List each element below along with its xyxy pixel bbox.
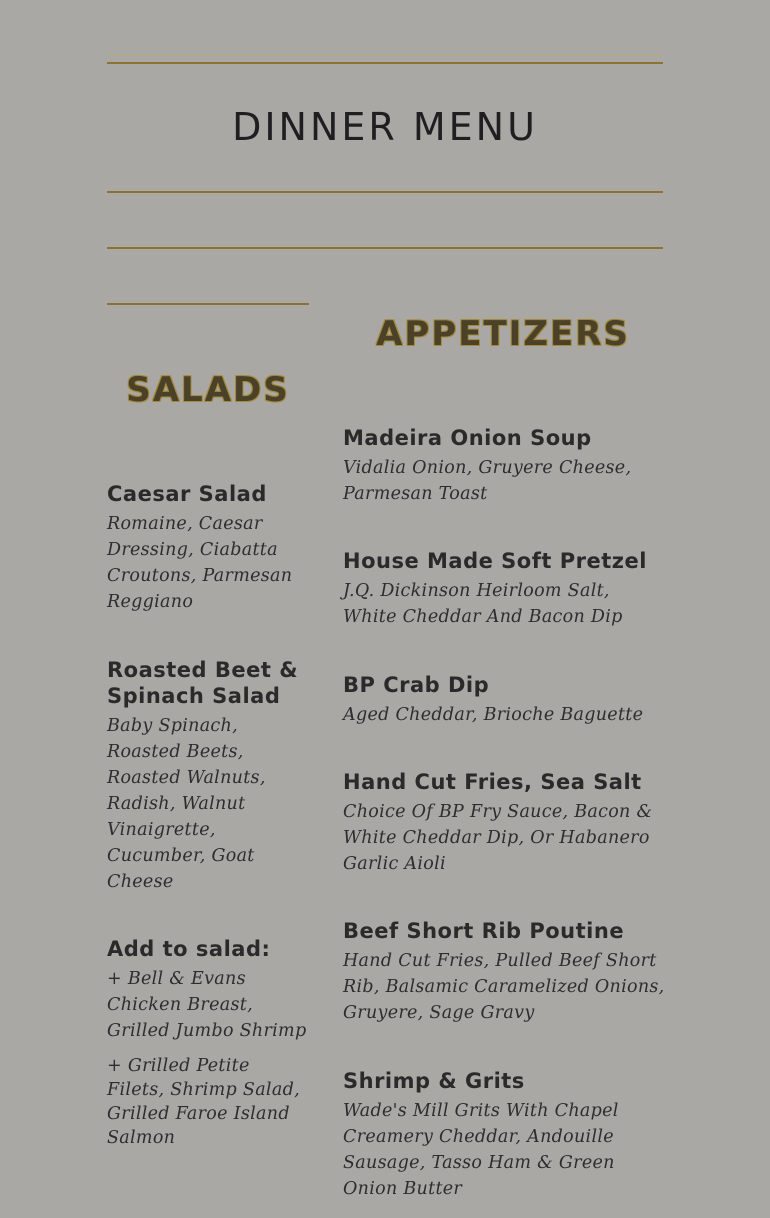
menu-item-description: Baby Spinach, Roasted Beets, Roasted Walnuts, Radish, Walnut Vinaigrette, Cucumber, Goat Cheese: [107, 716, 266, 892]
menu-item-description: Aged Cheddar, Brioche Baguette: [343, 705, 644, 725]
divider: [107, 191, 663, 193]
menu-item: [343, 1068, 665, 1202]
menu-item: [343, 672, 665, 728]
menu-item-name: Caesar Salad: [107, 482, 267, 506]
divider: [107, 303, 309, 305]
menu-item-name: House Made Soft Pretzel: [343, 549, 647, 573]
menu-item-name: Shrimp & Grits: [343, 1069, 525, 1093]
top-double-rule: [107, 55, 663, 64]
menu-item-description: Choice Of BP Fry Sauce, Bacon & White Cheddar Dip, Or Habanero Garlic Aioli: [343, 802, 653, 874]
menu-item: [343, 548, 665, 630]
menu-item-name: BP Crab Dip: [343, 673, 490, 697]
menu-item-name: Beef Short Rib Poutine: [343, 919, 625, 943]
menu-item-name: Roasted Beet & Spinach Salad: [107, 658, 299, 708]
addon-option: + Grilled Petite Filets, Shrimp Salad, Grilled Faroe Island Salmon: [107, 1056, 300, 1148]
addon-heading: Add to salad:: [107, 937, 271, 961]
salads-heading: SALADS: [126, 370, 290, 410]
appetizers-heading: APPETIZERS: [376, 314, 630, 354]
page-title: DINNER MENU: [232, 105, 538, 149]
menu-item-description: Wade's Mill Grits With Chapel Creamery Cheddar, Andouille Sausage, Tasso Ham & Green Onion Butter: [343, 1101, 619, 1199]
menu-item-name: Madeira Onion Soup: [343, 426, 592, 450]
menu-item-description: Romaine, Caesar Dressing, Ciabatta Croutons, Parmesan Reggiano: [107, 514, 293, 612]
menu-item: [343, 769, 665, 877]
menu-item-description: Hand Cut Fries, Pulled Beef Short Rib, Balsamic Caramelized Onions, Gruyere, Sage Gravy: [343, 951, 665, 1023]
divider: [107, 247, 663, 249]
menu-item: [107, 657, 309, 895]
menu-item-name: Hand Cut Fries, Sea Salt: [343, 770, 642, 794]
menu-item: [107, 481, 309, 615]
menu-item-description: J.Q. Dickinson Heirloom Salt, White Cheddar And Bacon Dip: [343, 581, 623, 627]
menu-item: [343, 918, 665, 1026]
menu-item: [343, 425, 665, 507]
salad-addons: [107, 936, 309, 1150]
menu-item-description: Vidalia Onion, Gruyere Cheese, Parmesan Toast: [343, 458, 632, 504]
addon-option: + Bell & Evans Chicken Breast, Grilled Jumbo Shrimp: [107, 969, 307, 1041]
